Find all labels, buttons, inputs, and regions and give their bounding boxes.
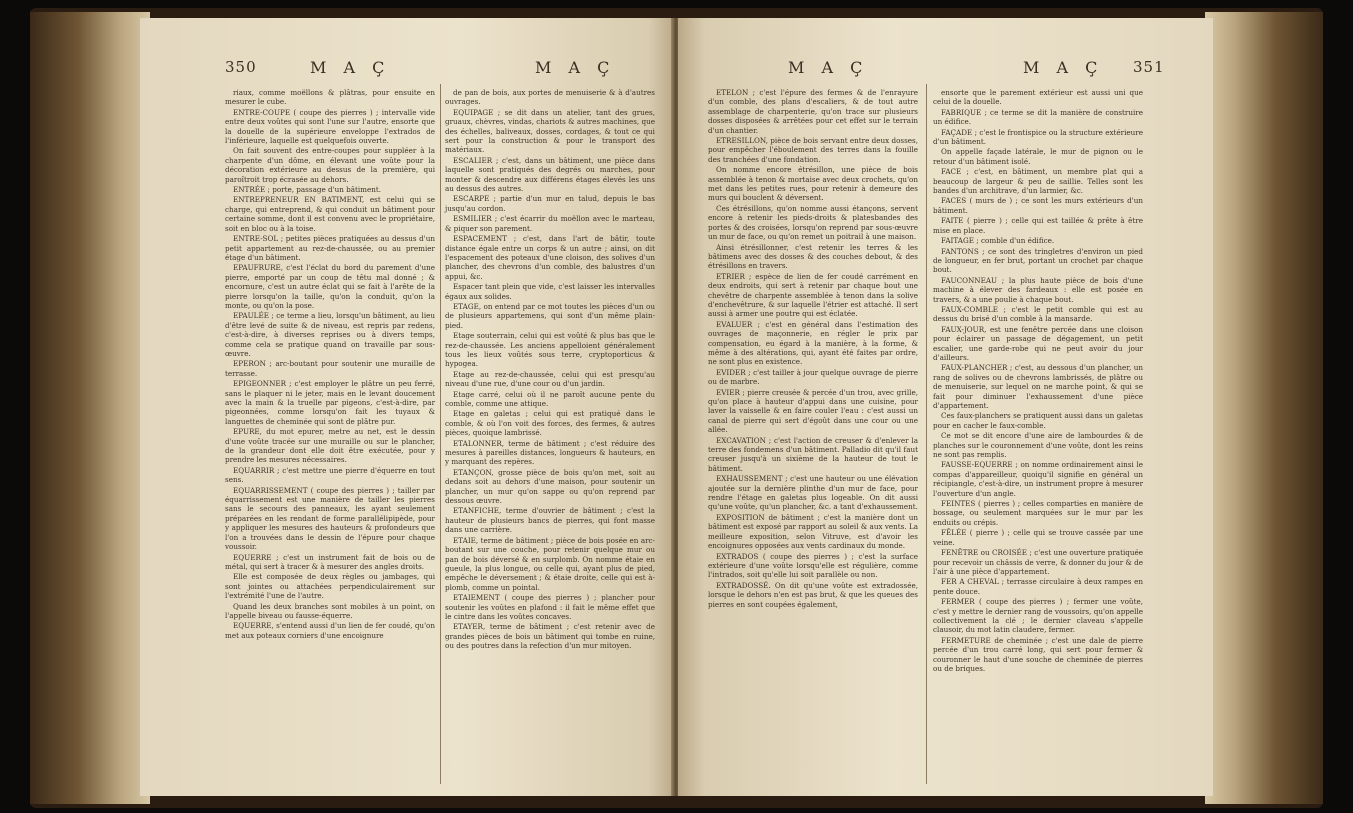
right-page xyxy=(678,18,1213,796)
page-number: 350 xyxy=(225,58,257,76)
right-page-column-2 xyxy=(933,88,1143,674)
entry-paragraph: ESCALIER ; c'est, dans un bâtiment, une pièce dans laquelle sont pratiqués des degrés ou marches, pour monter & descendre aux différens étages élevés les uns au dessus des autres. xyxy=(445,155,655,194)
entry-paragraph: ETAIEMENT ( coupe des pierres ) ; plancher pour soutenir les voûtes en plafond : il fait le même effet que le cintre dans les voûtes concaves. xyxy=(445,593,655,621)
entry-paragraph: ESCARPE ; partie d'un mur en talud, depuis le bas jusqu'au cordon. xyxy=(445,194,655,213)
right-page-column-1 xyxy=(708,88,918,610)
entry-paragraph: EQUIPAGE ; se dit dans un atelier, tant des grues, gruaux, chèvres, vindas, chariots & autres machines, que des échelles, baliveaux, dosses, cordages, & tout ce qui sert pour la construction & pour le transport des matériaux. xyxy=(445,107,655,155)
entry-paragraph: ensorte que le parement extérieur est aussi uni que celui de la douelle. xyxy=(933,88,1143,107)
entry-paragraph: ENTRÉE ; porte, passage d'un bâtiment. xyxy=(233,185,382,195)
right-page-header xyxy=(678,58,1213,84)
entry-paragraph: FACES ( murs de ) ; ce sont les murs extérieurs d'un bâtiment. xyxy=(933,196,1143,215)
entry-paragraph: Quand les deux branches sont mobiles à un point, on l'appelle biveau ou fausse-équerre. xyxy=(225,601,435,620)
entry-paragraph: FANTONS ; ce sont des tringletres d'environ un pied de longueur, en fer brut, portant un crochet par chaque bout. xyxy=(933,246,1143,275)
entry-paragraph: EXTRADOSSÉ. On dit qu'une voûte est extradossée, lorsque le dehors n'en est pas brut, & que les queues des pierres en sont coupées également, xyxy=(708,580,918,609)
entry-paragraph: EQUARRIR ; c'est mettre une pierre d'équerre en tout sens. xyxy=(225,465,435,485)
entry-paragraph: FAUX-JOUR, est une fenêtre percée dans une cloison pour éclairer un passage de dégagement, un petit escalier, une garde-robe qui ne peut avoir du jour d'ailleurs. xyxy=(933,324,1143,362)
entry-paragraph: ETAYER, terme de bâtiment ; c'est retenir avec de grandes pièces de bois un bâtiment qui tombe en ruine, ou des poutres dans la refection d'un mur mitoyen. xyxy=(445,622,655,651)
left-page-column-2 xyxy=(445,88,655,652)
page-edges-right xyxy=(1205,12,1323,804)
entry-paragraph: ENTREPRENEUR EN BATIMENT, est celui qui se charge, qui entreprend, & qui conduit un bâtiment pour certaine somme, dont il est convenu avec le propriétaire, soit en bloc ou à la toise. xyxy=(225,195,435,233)
left-page-column-1 xyxy=(225,88,435,641)
entry-paragraph: ETRIER ; espèce de lien de fer coudé carrément en deux endroits, qui sert à retenir par chaque bout une chevêtre de charpente assemblée à tenon dans la solive d'enchevêtrure, & sur laquelle l'étrier est attaché. Il sert aussi à armer une poutre qui est éclatée. xyxy=(708,271,918,319)
entry-paragraph: FABRIQUE ; ce terme se dit la manière de construire un édifice. xyxy=(933,107,1143,127)
entry-paragraph: Etage en galetas ; celui qui est pratiqué dans le comble, & où l'on voit des forces, des fermes, & autres pièces, quoique lambrissé. xyxy=(445,409,655,438)
entry-paragraph: On fait souvent des entre-coupes pour suppléer à la charpente d'un dôme, en élevant une voûte pour la décoration extérieure au dessus de la première, qui paroîtroit trop écrasée au dehors. xyxy=(225,146,435,184)
entry-paragraph: FAITAGE ; comble d'un édifice. xyxy=(941,236,1055,246)
entry-paragraph: FAITE ( pierre ) ; celle qui est taillée & prête à être mise en place. xyxy=(933,216,1143,235)
entry-paragraph: EQUERRE ; c'est un instrument fait de bois ou de métal, qui sert à tracer & à mesurer des angles droits. xyxy=(225,552,435,571)
entry-paragraph: FÊLÉE ( pierre ) ; celle qui se trouve cassée par une veine. xyxy=(933,528,1143,547)
left-page-header xyxy=(140,58,675,84)
entry-paragraph: ESMILIER ; c'est écarrir du moëllon avec le marteau, & piquer son parement. xyxy=(445,214,655,233)
entry-paragraph: EPAULÉE ; ce terme a lieu, lorsqu'un bâtiment, au lieu d'être levé de suite & de niveau, est repris par redens, c'est-à-dire, à diverses reprises ou à divers temps, comme cela se pratique quand on travaille par sous-œuvre. xyxy=(225,311,435,358)
entry-paragraph: ETRESILLON, pièce de bois servant entre deux dosses, pour empêcher l'éboulement des terres dans la fouille des tranchées d'une fondation. xyxy=(708,136,918,164)
entry-paragraph: FENÊTRE ou CROISÉE ; c'est une ouverture pratiquée pour recevoir un châssis de verre, & donner du jour & de l'air à une pièce d'appartement. xyxy=(933,548,1143,576)
entry-paragraph: EVALUER ; c'est en général dans l'estimation des ouvrages de maçonnerie, en régler le prix par compensation, eu égard à la manière, à la forme, & même à des altérations, qui, ayant été faites par ordre, ne sont plus en existence. xyxy=(708,319,918,367)
entry-paragraph: ETAGE, on entend par ce mot toutes les pièces d'un ou de plusieurs appartemens, qui sont d'un même plain-pied. xyxy=(445,301,655,330)
column-rule xyxy=(926,84,927,784)
entry-paragraph: ETAIE, terme de bâtiment ; pièce de bois posée en arc-boutant sur une couche, pour retenir quelque mur ou pan de bois déversé & en surplomb. On nomme étaie en gueule, la plus longue, ou celle qui, ayant plus de pied, empêche le déversement ; & étaie droite, celle qui est à-plomb, comme un pointal. xyxy=(445,535,655,592)
entry-paragraph: Ce mot se dit encore d'une aire de lambourdes & de planches sur le couronnement d'une voûte, dont les reins ne sont pas remplis. xyxy=(933,431,1143,460)
page-number: 351 xyxy=(1133,58,1165,76)
entry-paragraph: FACE ; c'est, en bâtiment, un membre plat qui a beaucoup de largeur & peu de saillie. Telles sont les bandes d'un architrave, d'un larmier, &c. xyxy=(933,167,1143,196)
entry-paragraph: ETANÇON, grosse pièce de bois qu'on met, soit au dedans soit au dehors d'une maison, pour soutenir un plancher, un mur qu'on sappe ou qu'on reprend par dessous œuvre. xyxy=(445,467,655,506)
entry-paragraph: riaux, comme moëllons & plâtras, pour ensuite en mesurer le cube. xyxy=(225,88,435,107)
page-edges-left xyxy=(30,12,150,804)
entry-paragraph: ETANFICHE, terme d'ouvrier de bâtiment ; c'est la hauteur de plusieurs bancs de pierres, qui font masse dans une carrière. xyxy=(445,506,655,535)
entry-paragraph: Etage au rez-de-chaussée, celui qui est presqu'au niveau d'une rue, d'une cour ou d'un jardin. xyxy=(445,369,655,389)
running-head-left: M A Ç xyxy=(788,58,869,77)
entry-paragraph: EXPOSITION de bâtiment ; c'est la manière dont un bâtiment est exposé par rapport au soleil & aux vents. La meilleure exposition, selon Vitruve, est d'avoir les encoignures opposées aux vents cardinaux du monde. xyxy=(708,512,918,551)
entry-paragraph: EPAUFRURE, c'est l'éclat du bord du parement d'une pierre, emporté par un coup de têtu mal donné ; & encornure, c'est un autre éclat qui se fait à l'arête de la pierre lorsqu'on la taille, qu'on la conduit, qu'on la monte, ou qu'on la pose. xyxy=(225,263,435,310)
entry-paragraph: FAUX-PLANCHER ; c'est, au dessous d'un plancher, un rang de solives ou de chevrons lambrissés, de plâtre ou de menuiserie, sur lequel on ne marche point, & qui se fait pour diminuer l'exhaussement d'une pièce d'appartement. xyxy=(933,363,1143,410)
entry-paragraph: EQUARRISSEMENT ( coupe des pierres ) ; tailler par équarrissement est une manière de tailler les pierres sans le secours des panneaux, les ayant seulement préparées en les rendant de forme parallélipipède, pour y appliquer les mesures des hauteurs & profondeurs que l'on a trouvées dans le dessin de l'épure pour chaque voussoir. xyxy=(225,485,435,552)
running-head-left: M A Ç xyxy=(310,58,391,77)
entry-paragraph: FAUCONNEAU ; la plus haute pièce de bois d'une machine à élever des fardeaux : elle est posée en travers, & a une poulie à chaque bout. xyxy=(933,275,1143,304)
entry-paragraph: Ces étrésillons, qu'on nomme aussi étançons, servent encore à retenir les pieds-droits & platesbandes des portes & des croisées, lorsqu'on reprend par sous-œuvre un mur de face, ou qu'on remet un poitrail à une maison. xyxy=(708,203,918,242)
entry-paragraph: FEINTES ( pierres ) ; celles comparties en manière de bossage, ou seulement marquées sur le mur par les enduits ou crépis. xyxy=(933,499,1143,527)
entry-paragraph: On appelle façade latérale, le mur de pignon ou le retour d'un bâtiment isolé. xyxy=(933,147,1143,166)
entry-paragraph: ETALONNER, terme de bâtiment ; c'est réduire des mesures à pareilles distances, longueurs & hauteurs, en y marquant des repères. xyxy=(445,438,655,467)
entry-paragraph: Etage carré, celui où il ne paroît aucune pente du comble, comme une attique. xyxy=(445,389,655,408)
entry-paragraph: EXTRADOS ( coupe des pierres ) ; c'est la surface extérieure d'une voûte lorsqu'elle est régulière, comme l'intrados, soit qu'elle lui soit parallèle ou non. xyxy=(708,551,918,580)
entry-paragraph: ENTRE-COUPE ( coupe des pierres ) ; intervalle vide entre deux voûtes qui sont l'une sur l'autre, ensorte que la douelle de la supérieure enveloppe l'extrados de l'inférieure, laquelle est quelquefois ouverte. xyxy=(225,107,435,146)
entry-paragraph: On nomme encore étrésillon, une pièce de bois assemblée à tenon & mortaise avec deux crochets, qu'on met dans les petites rues, pour retenir à demeure des murs qui bouclent & déversent. xyxy=(708,165,918,203)
entry-paragraph: FAÇADE ; c'est le frontispice ou la structure extérieure d'un bâtiment. xyxy=(933,127,1143,147)
entry-paragraph: EXHAUSSEMENT ; c'est une hauteur ou une élévation ajoutée sur la dernière plinthe d'un mur de face, pour rendre l'étage en galetas plus logeable. On dit aussi qu'une voûte, qu'un plancher, &c. a tant d'exhaussement. xyxy=(708,474,918,512)
entry-paragraph: EXCAVATION ; c'est l'action de creuser & d'enlever la terre des fondemens d'un bâtiment. Palladio dit qu'il faut creuser jusqu'à un sixième de la hauteur de tout le bâtiment. xyxy=(708,435,918,473)
entry-paragraph: FER A CHEVAL ; terrasse circulaire à deux rampes en pente douce. xyxy=(933,577,1143,596)
entry-paragraph: FAUX-COMBLE ; c'est le petit comble qui est au dessus du brisé d'un comble à la mansarde. xyxy=(933,304,1143,324)
entry-paragraph: EPIGEONNER ; c'est employer le plâtre un peu ferré, sans le plaquer ni le jeter, mais en le levant doucement avec la main & la truelle par pigeons, c'est-à-dire, par pigeonnées, comme lorsqu'on fait les tuyaux & languettes de cheminée qui sont de plâtre pur. xyxy=(225,379,435,426)
entry-paragraph: de pan de bois, aux portes de menuiserie & à d'autres ouvrages. xyxy=(445,88,655,107)
entry-paragraph: EVIDER ; c'est tailler à jour quelque ouvrage de pierre ou de marbre. xyxy=(708,367,918,387)
entry-paragraph: ENTRE-SOL ; petites pièces pratiquées au dessus d'un petit appartement au rez-de-chaussée, ou au premier étage d'un bâtiment. xyxy=(225,234,435,262)
entry-paragraph: FAUSSE-EQUERRE ; on nomme ordinairement ainsi le compas d'appareilleur, quoiqu'il signifie en général un récipiangle, c'est-à-dire, un instrument propre à mesurer l'ouverture d'un angle. xyxy=(933,460,1143,498)
entry-paragraph: Espacer tant plein que vide, c'est laisser les intervalles égaux aux solides. xyxy=(445,282,655,301)
entry-paragraph: Ainsi étrésillonner, c'est retenir les terres & les bâtimens avec des dosses & des couches debout, & des étrésillons en travers. xyxy=(708,242,918,271)
entry-paragraph: ETELON ; c'est l'épure des fermes & de l'enrayure d'un comble, des plans d'escaliers, & de tout autre assemblage de charpenterie, qu'on trace sur plusieurs dosses disposées & arrêtées pour cet effet sur le terrain d'un chantier. xyxy=(708,88,918,135)
entry-paragraph: EVIER ; pierre creusée & percée d'un trou, avec grille, qu'on place à hauteur d'appui dans une cuisine, pour laver la vaisselle & en faire couler l'eau : c'est aussi un canal de pierre qui sert d'égoût dans une cour ou une allée. xyxy=(708,387,918,435)
entry-paragraph: EQUERRE, s'entend aussi d'un lien de fer coudé, qu'on met aux poteaux corniers d'une encoignure xyxy=(225,621,435,640)
column-rule xyxy=(440,84,441,784)
left-page xyxy=(140,18,675,796)
entry-paragraph: ESPACEMENT ; c'est, dans l'art de bâtir, toute distance égale entre un corps & un autre ; ainsi, on dit l'espacement des poteaux d'une cloison, des solives d'un plancher, des chevrons d'un comble, des balustres d'un appui, &c. xyxy=(445,234,655,281)
running-head-right: M A Ç xyxy=(535,58,616,77)
running-head-right: M A Ç xyxy=(1023,58,1104,77)
entry-paragraph: EPURE, du mot epurer, metre au net, est le dessin d'une voûte tracée sur une muraille ou sur le plancher, de la grandeur dont elle doit être exécutée, pour y prendre les mesures nécessaires. xyxy=(225,427,435,465)
entry-paragraph: Ces faux-planchers se pratiquent aussi dans un galetas pour en cacher le faux-comble. xyxy=(933,411,1143,430)
entry-paragraph: Etage souterrain, celui qui est voûté & plus bas que le rez-de-chaussée. Les anciens appelloient généralement tous les lieux voûtés sous terre, cryptoporticus & hypogea. xyxy=(445,331,655,369)
entry-paragraph: FERMER ( coupe des pierres ) ; fermer une voûte, c'est y mettre le dernier rang de voussoirs, qu'on appelle collectivement la clé ; le dernier claveau s'appelle clausoir, du mot latin claudere, fermer. xyxy=(933,597,1143,635)
entry-paragraph: FERMETURE de cheminée ; c'est une dale de pierre percée d'un trou carré long, qui sert pour fermer & couronner le haut d'une souche de cheminée de pierres ou de briques. xyxy=(933,635,1143,673)
entry-paragraph: EPERON ; arc-boutant pour soutenir une muraille de terrasse. xyxy=(225,359,435,378)
entry-paragraph: Elle est composée de deux règles ou jambages, qui sont jointes ou attachées perpendiculairement sur l'extrémité l'une de l'autre. xyxy=(225,572,435,601)
